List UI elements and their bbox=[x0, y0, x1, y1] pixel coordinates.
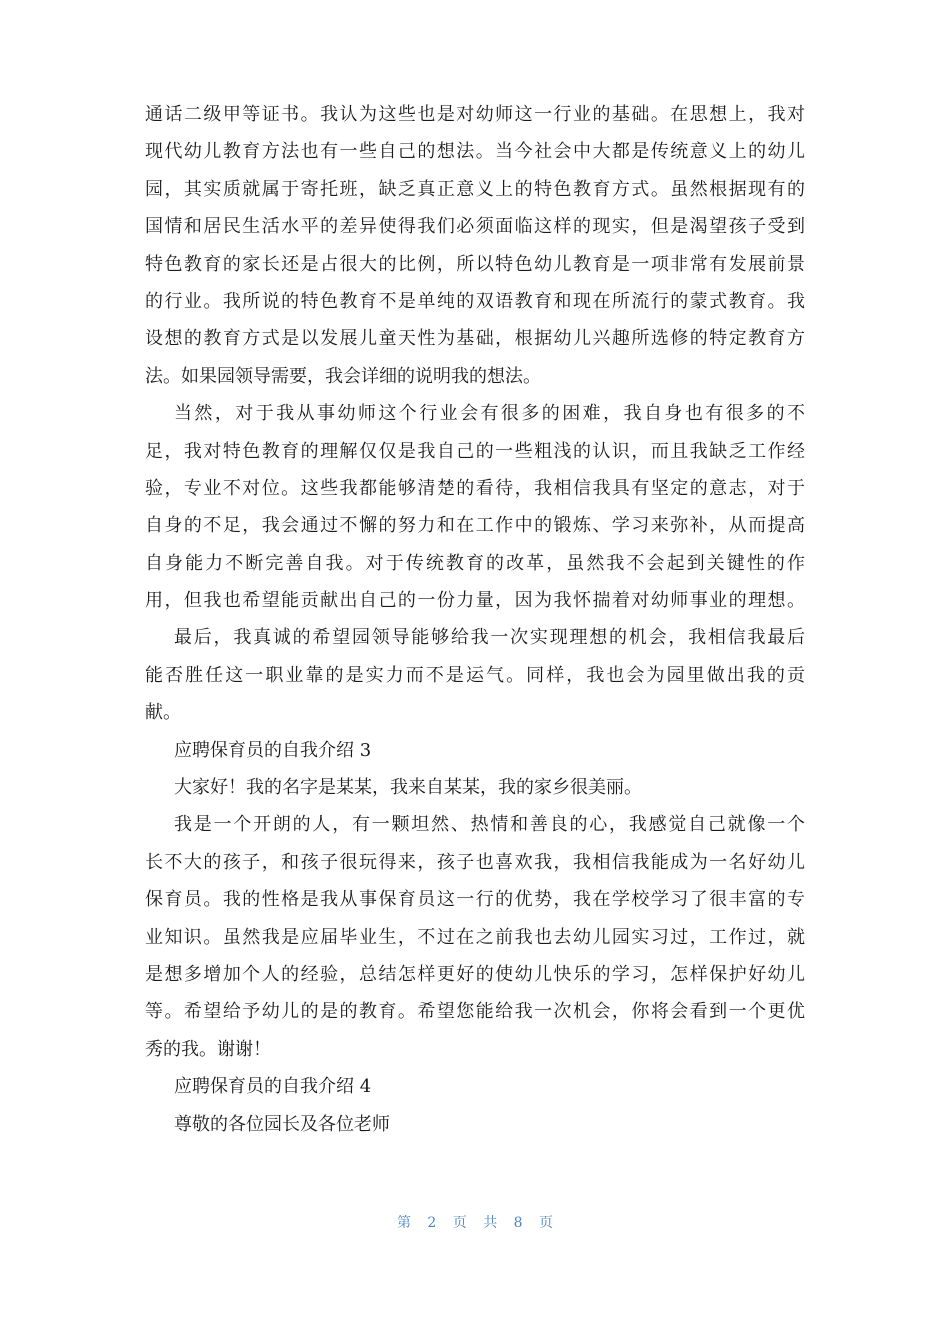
text-line: 验，专业不对位。这些我都能够清楚的看待，我相信我具有坚定的意志，对于 bbox=[145, 477, 805, 499]
footer-word: 页 bbox=[539, 1215, 554, 1231]
footer-word: 页 bbox=[452, 1215, 467, 1231]
paragraph bbox=[145, 619, 805, 731]
text-line: 现代幼儿教育方法也有一些自己的想法。当今社会中大都是传统意义上的幼儿 bbox=[145, 141, 805, 163]
text-line: 当然，对于我从事幼师这个行业会有很多的困难，我自身也有很多的不 bbox=[174, 403, 805, 425]
text-line: 大家好！我的名字是某某，我来自某某，我的家乡很美丽。 bbox=[174, 777, 642, 799]
text-line: 的行业。我所说的特色教育不是单纯的双语教育和现在所流行的蒙式教育。我 bbox=[145, 290, 805, 312]
paragraph bbox=[145, 769, 805, 806]
current-page-number: 2 bbox=[427, 1215, 437, 1231]
section-heading: 应聘保育员的自我介绍 4 bbox=[174, 1076, 372, 1098]
text-line: 业知识。虽然我是应届毕业生，不过在之前我也去幼儿园实习过，工作过，就 bbox=[145, 926, 805, 948]
text-line: 我是一个开朗的人，有一颗坦然、热情和善良的心，我感觉自己就像一个 bbox=[174, 814, 805, 836]
text-line: 自身的不足，我会通过不懈的努力和在工作中的锻炼、学习来弥补，从而提高 bbox=[145, 515, 805, 537]
paragraph bbox=[145, 395, 805, 619]
text-line: 用，但我也希望能贡献出自己的一份力量，因为我怀揣着对幼师事业的理想。 bbox=[145, 590, 805, 612]
text-line: 秀的我。谢谢！ bbox=[145, 1038, 271, 1060]
text-line: 最后，我真诚的希望园领导能够给我一次实现理想的机会，我相信我最后 bbox=[174, 627, 805, 649]
text-line: 是想多增加个人的经验，总结怎样更好的使幼儿快乐的学习，怎样保护好幼儿 bbox=[145, 963, 805, 985]
text-line: 通话二级甲等证书。我认为这些也是对幼师这一行业的基础。在思想上，我对 bbox=[145, 104, 805, 125]
text-line: 保育员。我的性格是我从事保育员这一行的优势，我在学校学习了很丰富的专 bbox=[145, 889, 805, 911]
text-line: 能否胜任这一职业靠的是实力而不是运气。同样，我也会为园里做出我的贡 bbox=[145, 664, 805, 686]
paragraph bbox=[145, 96, 805, 395]
paragraph bbox=[145, 1106, 805, 1143]
text-line: 献。 bbox=[145, 702, 181, 724]
text-line: 特色教育的家长还是占很大的比例，所以特色幼儿教育是一项非常有发展前景 bbox=[145, 253, 805, 275]
footer-word: 共 bbox=[483, 1215, 498, 1231]
text-line: 园，其实质就属于寄托班，缺乏真正意义上的特色教育方式。虽然根据现有的 bbox=[145, 178, 805, 200]
text-line: 尊敬的各位园长及各位老师 bbox=[174, 1113, 390, 1135]
text-line: 国情和居民生活水平的差异使得我们必须面临这样的现实，但是渴望孩子受到 bbox=[145, 216, 805, 238]
text-line: 足，我对特色教育的理解仅仅是我自己的一些粗浅的认识，而且我缺乏工作经 bbox=[145, 440, 805, 462]
paragraph bbox=[145, 806, 805, 1068]
text-line: 自身能力不断完善自我。对于传统教育的改革，虽然我不会起到关键性的作 bbox=[145, 552, 805, 574]
section-heading: 应聘保育员的自我介绍 3 bbox=[174, 739, 372, 761]
document-body bbox=[145, 96, 805, 1143]
text-line: 设想的教育方式是以发展儿童天性为基础，根据幼儿兴趣所选修的特定教育方 bbox=[145, 328, 805, 350]
footer-word: 第 bbox=[396, 1215, 411, 1231]
page-footer bbox=[0, 1212, 950, 1232]
total-pages-number: 8 bbox=[513, 1215, 523, 1231]
text-line: 法。如果园领导需要，我会详细的说明我的想法。 bbox=[145, 365, 541, 387]
text-line: 等。希望给予幼儿的是的教育。希望您能给我一次机会，你将会看到一个更优 bbox=[145, 1001, 805, 1023]
text-line: 长不大的孩子，和孩子很玩得来，孩子也喜欢我，我相信我能成为一名好幼儿 bbox=[145, 851, 805, 873]
